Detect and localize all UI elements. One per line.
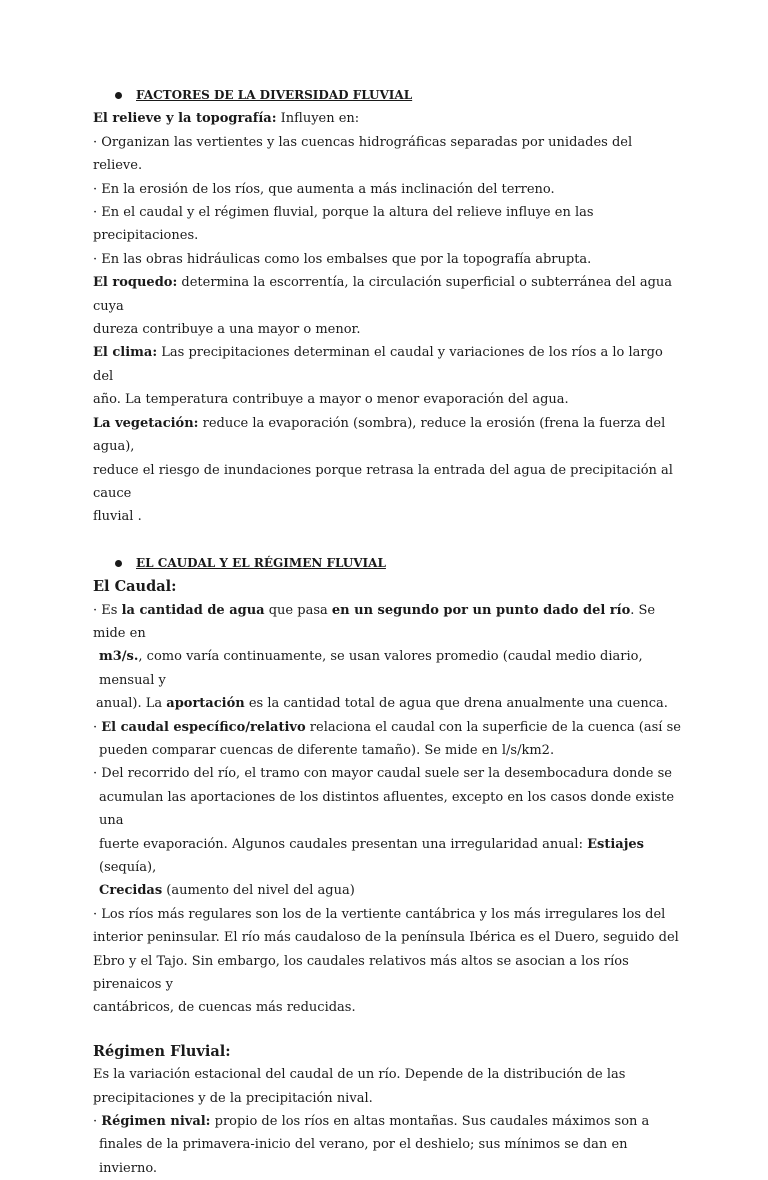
text: , como varía continuamente, se usan valores promedio (caudal medio diario, mensual y [99,649,643,688]
text: · Es [93,602,122,618]
relieve-item: · En el caudal y el régimen fluvial, porque la altura del relieve influye en las precipitaciones. [93,205,594,244]
text: propio de los ríos en altas montañas. Sus caudales máximos son a [210,1114,650,1130]
bold-text: Crecidas [99,883,163,899]
caudal-p1 [93,599,683,646]
text: . Se mide en [93,602,656,641]
relieve-item: · En la erosión de los ríos, que aumenta a más inclinación del terreno. [93,181,555,197]
roquedo-paragraph [93,271,683,318]
roquedo-text-cont: dureza contribuye a una mayor o menor. [93,322,361,338]
regimen-text: precipitaciones y de la precipitación nival. [93,1090,373,1106]
caudal-subtitle: El Caudal: [93,578,177,596]
text: relaciona el caudal con la superficie de la cuenca (así se [305,719,681,735]
caudal-p2 [93,716,683,739]
caudal-p4-cont: Ebro y el Tajo. Sin embargo, los caudales relativos más altos se asocian a los ríos pirenaicos y [93,953,629,993]
document-body [93,84,683,1180]
regimen-nival-cont: invierno. [99,1160,158,1176]
bold-text: la cantidad de agua [121,602,265,618]
bold-text: en un segundo por un punto dado del río [331,602,631,618]
caudal-p4-cont: cantábricos, de cuencas más reducidas. [93,1000,356,1016]
vegetacion-paragraph [93,412,683,459]
roquedo-label: El roquedo: [93,275,178,291]
text: · [93,719,102,735]
text: (sequía), [99,860,157,875]
caudal-p4-cont: interior peninsular. El río más caudaloso de la península Ibérica es el Duero, seguido del [93,930,679,946]
section-heading-caudal [115,552,683,575]
clima-text: Las precipitaciones determinan el caudal y variaciones de los ríos a lo largo del [93,345,663,384]
text: anual). La [96,696,167,712]
relieve-item: · En las obras hidráulicas como los embalses que por la topografía abrupta. [93,251,592,267]
caudal-p3-cont: acumulan las aportaciones de los distintos afluentes, excepto en los casos donde existe una [99,789,675,829]
bold-text: Estiajes [587,836,644,852]
caudal-p1-cont [93,692,683,715]
section-title: EL CAUDAL Y EL RÉGIMEN FLUVIAL [136,555,386,570]
caudal-p3: · Del recorrido del río, el tramo con mayor caudal suele ser la desembocadura donde se [93,766,672,782]
bullet-icon [115,560,122,567]
caudal-p4: · Los ríos más regulares son los de la vertiente cantábrica y los más irregulares los del [93,906,666,922]
relieve-label: El relieve y la topografía: [93,111,277,127]
caudal-p1-cont [93,645,683,692]
text: que pasa [264,602,332,618]
bold-text: El caudal específico/relativo [101,719,306,735]
bullet-icon [115,92,122,99]
caudal-p2-cont: pueden comparar cuencas de diferente tamaño). Se mide en l/s/km2. [99,742,555,758]
regimen-nival-cont: finales de la primavera-inicio del verano, por el deshielo; sus mínimos se dan en [99,1137,628,1153]
relieve-item: · Organizan las vertientes y las cuencas hidrográficas separadas por unidades del relieve. [93,134,633,174]
text: es la cantidad total de agua que drena anualmente una cuenca. [244,696,668,712]
caudal-p3-cont [93,833,683,880]
caudal-p3-cont [93,879,683,902]
clima-paragraph [93,341,683,388]
relieve-paragraph [93,107,683,130]
vegetacion-text-cont: reduce el riesgo de inundaciones porque retrasa la entrada del agua de precipitación al cauce [93,462,673,501]
clima-text-cont: año. La temperatura contribuye a mayor o menor evaporación del agua. [93,392,569,408]
text: fuerte evaporación. Algunos caudales presentan una irregularidad anual: [99,836,588,852]
vegetacion-text-cont: fluvial . [93,509,142,525]
roquedo-text: determina la escorrentía, la circulación superficial o subterránea del agua cuya [93,275,673,314]
regimen-subtitle: Régimen Fluvial: [93,1042,231,1060]
relieve-text: Influyen en: [276,111,360,127]
bold-text: aportación [166,696,245,712]
clima-label: El clima: [93,345,158,361]
section-title: FACTORES DE LA DIVERSIDAD FLUVIAL [136,88,413,102]
bold-text: Régimen nival: [101,1114,211,1130]
text: · [93,1114,102,1130]
vegetacion-label: La vegetación: [93,415,199,431]
bold-text: m3/s. [99,649,139,665]
regimen-nival [93,1110,683,1133]
text: (aumento del nivel del agua) [162,883,355,899]
section-heading-factores [115,84,683,107]
vegetacion-text: reduce la evaporación (sombra), reduce la erosión (frena la fuerza del agua), [93,415,666,455]
regimen-text: Es la variación estacional del caudal de un río. Depende de la distribución de las [93,1067,626,1083]
